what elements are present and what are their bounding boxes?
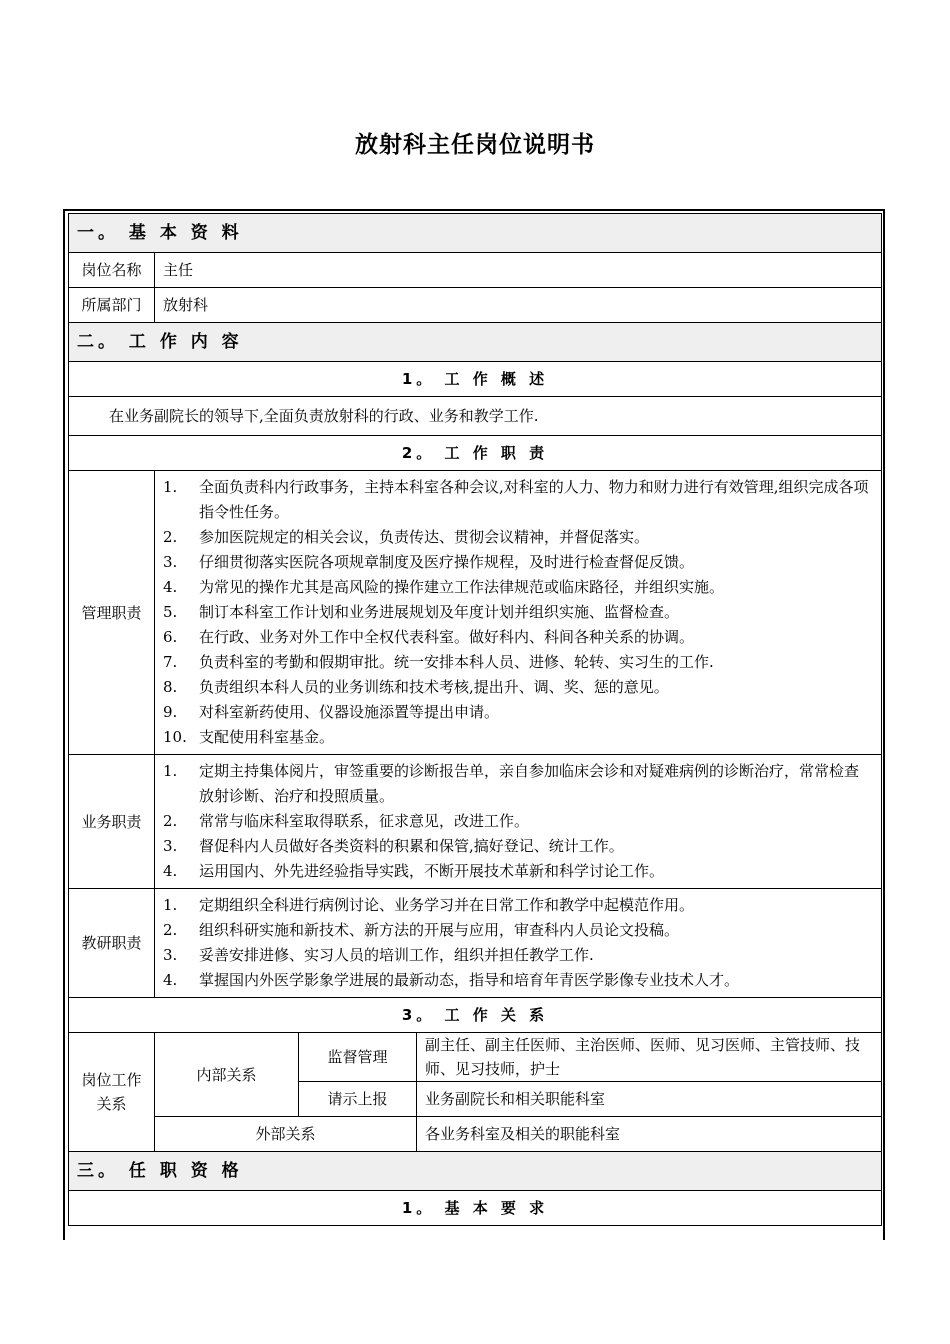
duty-group-label: 管理职责 <box>69 471 155 755</box>
duty-group-teaching <box>69 889 882 998</box>
list-item: 6. 在行政、业务对外工作中全权代表科室。做好科内、科间各种关系的协调。 <box>163 628 695 646</box>
section-heading: 二。 工 作 内 容 <box>69 323 882 362</box>
list-item: 5. 制订本科室工作计划和业务进展规划及年度计划并组织实施、监督检查。 <box>163 603 680 621</box>
duty-group-label: 教研职责 <box>69 889 155 998</box>
report-label: 请示上报 <box>299 1082 417 1117</box>
section-heading: 一。 基 本 资 料 <box>69 214 882 253</box>
duty-group-business <box>69 755 882 889</box>
duty-list-cell <box>155 755 882 889</box>
list-item: 3. 妥善安排进修、实习人员的培训工作，组织并担任教学工作. <box>163 946 594 964</box>
position-label: 岗位名称 <box>69 253 155 288</box>
list-item: 3. 仔细贯彻落实医院各项规章制度及医疗操作规程，及时进行检查督促反馈。 <box>163 553 695 571</box>
position-value: 主任 <box>155 253 882 288</box>
list-item: 2. 参加医院规定的相关会议，负责传达、贯彻会议精神，并督促落实。 <box>163 528 650 546</box>
list-item: 9. 对科室新药使用、仪器设施添置等提出申请。 <box>163 703 500 721</box>
overview-row <box>69 397 882 436</box>
external-relations-value: 各业务科室及相关的职能科室 <box>417 1117 882 1152</box>
list-item: 4. 运用国内、外先进经验指导实践，不断开展技术革新和科学讨论工作。 <box>163 862 665 880</box>
section-qualification-header <box>69 1152 882 1191</box>
page-title: 放射科主任岗位说明书 <box>355 132 595 158</box>
section-basic-header <box>69 214 882 253</box>
relations-label: 岗位工作关系 <box>69 1033 155 1152</box>
list-item: 8. 负责组织本科人员的业务训练和技术考核,提出升、调、奖、惩的意见。 <box>163 678 669 696</box>
department-value: 放射科 <box>155 288 882 323</box>
basic-requirements-header-row <box>69 1191 882 1226</box>
section-work-header <box>69 323 882 362</box>
list-item: 4. 为常见的操作尤其是高风险的操作建立工作法律规范或临床路径，并组织实施。 <box>163 578 725 596</box>
relations-header-row <box>69 998 882 1033</box>
list-item: 7. 负责科室的考勤和假期审批。统一安排本科人员、进修、轮转、实习生的工作. <box>163 653 714 671</box>
duties-header-row <box>69 436 882 471</box>
row-department <box>69 288 882 323</box>
document-frame <box>63 209 885 1240</box>
section-heading: 三。 任 职 资 格 <box>69 1152 882 1191</box>
list-item: 1. 定期主持集体阅片，审签重要的诊断报告单，亲自参加临床会诊和对疑难病例的诊断治疗，常常检查放射诊断、治疗和投照质量。 <box>163 762 860 805</box>
list-item: 2. 组织科研实施和新技术、新方法的开展与应用，审查科内人员论文投稿。 <box>163 921 680 939</box>
job-description-table <box>68 213 882 1226</box>
duty-list <box>163 471 873 754</box>
subsection-heading: 1。 工 作 概 述 <box>69 362 882 397</box>
overview-header-row <box>69 362 882 397</box>
row-position <box>69 253 882 288</box>
report-value: 业务副院长和相关职能科室 <box>417 1082 882 1117</box>
department-label: 所属部门 <box>69 288 155 323</box>
duty-list-cell <box>155 471 882 755</box>
duty-group-label: 业务职责 <box>69 755 155 889</box>
list-item: 10. 支配使用科室基金。 <box>163 728 335 746</box>
duty-group-management <box>69 471 882 755</box>
internal-relations-label: 内部关系 <box>155 1033 299 1117</box>
list-item: 1. 定期组织全科进行病例讨论、业务学习并在日常工作和教学中起模范作用。 <box>163 896 695 914</box>
subsection-heading: 2。 工 作 职 责 <box>69 436 882 471</box>
list-item: 3. 督促科内人员做好各类资料的积累和保管,搞好登记、统计工作。 <box>163 837 624 855</box>
relations-row-supervise <box>69 1033 882 1082</box>
subsection-heading: 3。 工 作 关 系 <box>69 998 882 1033</box>
overview-text: 在业务副院长的领导下,全面负责放射科的行政、业务和教学工作. <box>69 397 882 436</box>
duty-list-cell <box>155 889 882 998</box>
list-item: 1. 全面负责科内行政事务，主持本科室各种会议,对科室的人力、物力和财力进行有效管理,组织完成各项指令性任务。 <box>163 478 869 521</box>
duty-list <box>163 755 873 888</box>
supervise-label: 监督管理 <box>299 1033 417 1082</box>
list-item: 4. 掌握国内外医学影象学进展的最新动态，指导和培育年青医学影像专业技术人才。 <box>163 971 740 989</box>
supervise-value: 副主任、副主任医师、主治医师、医师、见习医师、主管技师、技师、见习技师，护士 <box>417 1033 882 1082</box>
list-item: 2. 常常与临床科室取得联系，征求意见，改进工作。 <box>163 812 530 830</box>
duty-list <box>163 889 873 997</box>
relations-row-external <box>69 1117 882 1152</box>
external-relations-label: 外部关系 <box>155 1117 417 1152</box>
subsection-heading: 1。 基 本 要 求 <box>69 1191 882 1226</box>
